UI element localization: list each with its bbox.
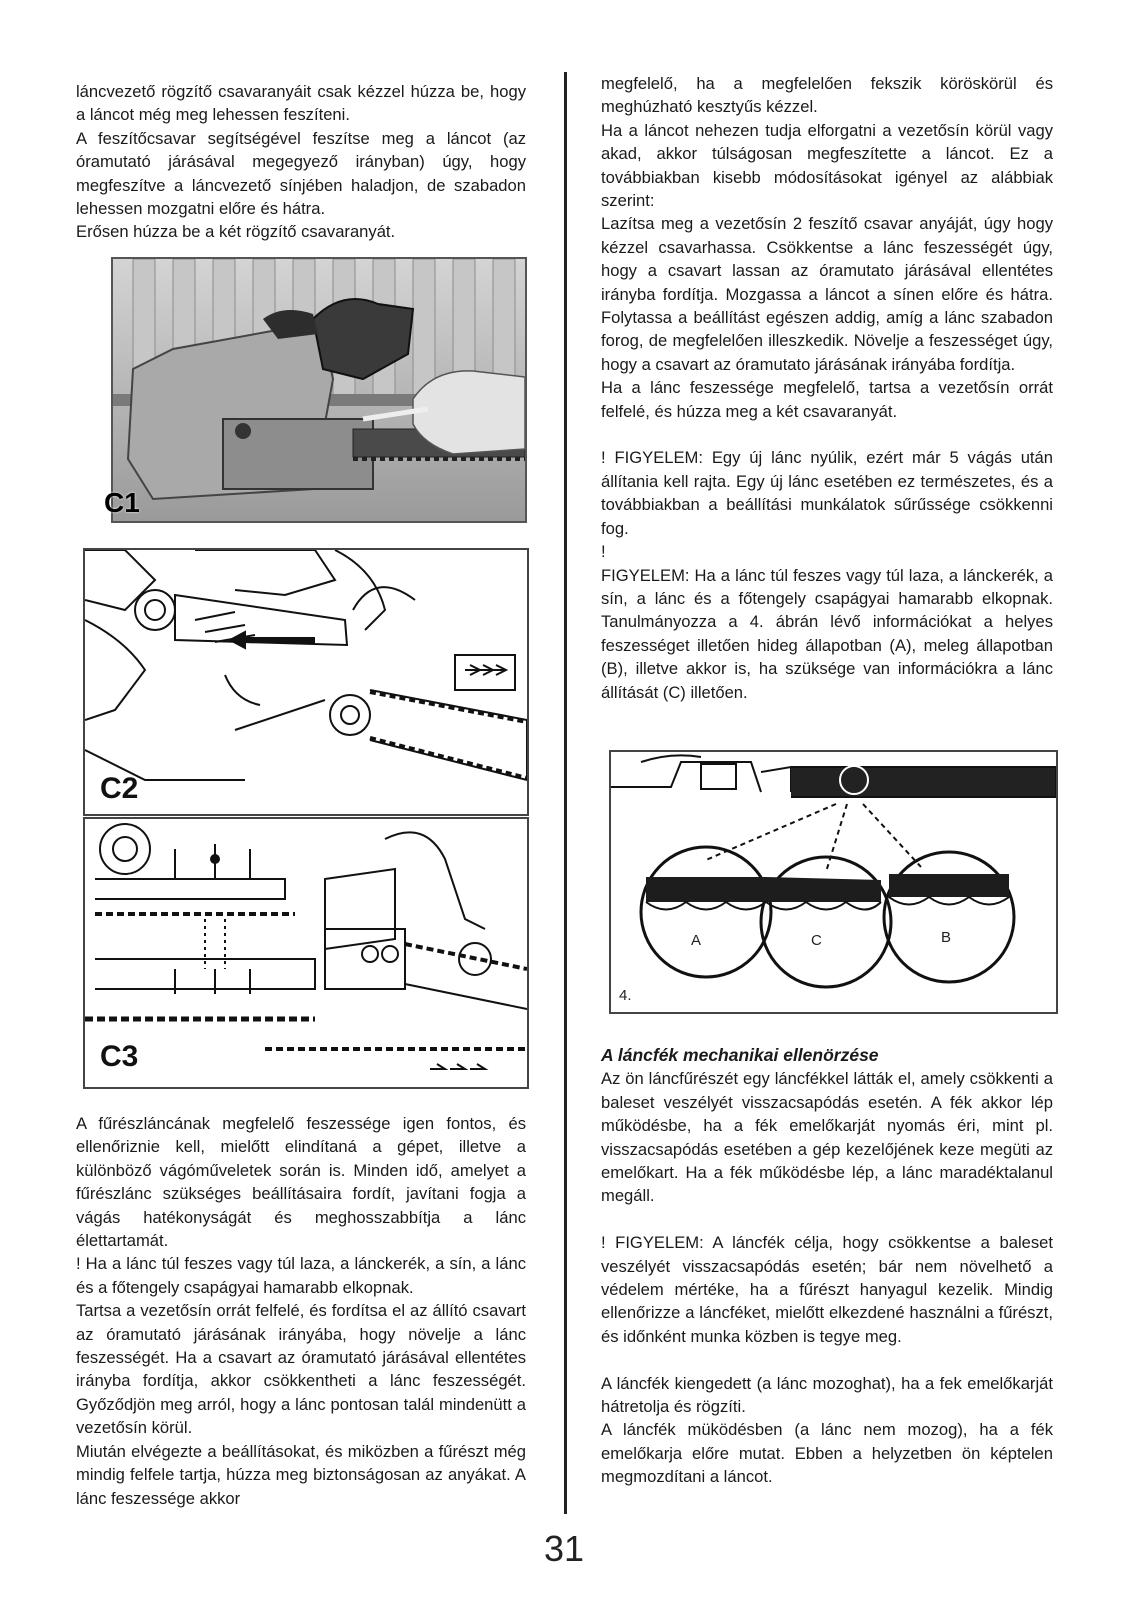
- column-divider: [564, 72, 567, 1514]
- fig4-label-a: A: [691, 932, 702, 949]
- paragraph: megfelelő, ha a megfelelően fekszik köröskörül és meghúzható kesztyűs kézzel.: [601, 74, 1053, 117]
- paragraph: !: [601, 542, 606, 562]
- page-number: 31: [543, 1528, 585, 1569]
- figure-c3-label: C3: [100, 1040, 139, 1073]
- right-column-top-text: [601, 72, 1053, 704]
- paragraph: Miután elvégezte a beállításokat, és miközben a fűrészt még mindig felfele tartja, húzza meg biztonságosan az anyákat. A lánc feszessége akkor: [76, 1441, 526, 1508]
- fig4-label-b: B: [941, 929, 952, 946]
- left-column-bottom-text: [76, 1112, 526, 1510]
- right-column-bottom-text: [601, 1044, 1053, 1489]
- fig4-number: 4.: [619, 987, 632, 1004]
- figure-c1-label: C1: [104, 487, 140, 518]
- warning-paragraph: ! FIGYELEM: A láncfék célja, hogy csökkentse a baleset veszélyét visszacsapódás esetén; bár nem növelhető a védelem mértéke, ha a fűrészt hanyagul kezelik. Mindig ellenőrizze a láncféket, mielőtt elkezdené használni a fűrészt, és időnként munka közben is tegye meg.: [601, 1233, 1053, 1346]
- figure-c2-diagram: [83, 548, 529, 816]
- bar-adjustment-drawing: [85, 550, 527, 814]
- figure-c3-diagram: [83, 817, 529, 1089]
- left-column-top-text: [76, 80, 526, 244]
- spacer: [601, 1208, 1053, 1231]
- paragraph: Ha a láncot nehezen tudja elforgatni a vezetősín körül vagy akad, akkor túlságosan megfeszítette a láncot. Ez a továbbiakban kisebb módosításokat igényel az alábbiak szerint:: [601, 120, 1053, 211]
- paragraph: Az ön láncfűrészét egy láncfékkel látták el, amely csökkenti a baleset veszélyét visszacsapódás esetén. A fék akkor lép működésbe, ha a fék emelőkarját nyomás éri, mint pl. visszacsapódás esetében a gép kezelőjének keze megüti az emelőkart. Ha a fék működésbe lép, a lánc maradéktalanul megáll.: [601, 1069, 1053, 1206]
- fig4-label-c: C: [811, 932, 822, 949]
- section-title: A láncfék mechanikai ellenörzése: [601, 1045, 879, 1065]
- figure-c2-label: C2: [100, 772, 139, 805]
- paragraph: Tartsa a vezetősín orrát felfelé, és fordítsa el az állító csavart az óramutató járásának irányába, hogy növelje a lánc feszességét. Ha a csavart az óramutató járásával ellentétes irányba fordítja, akkor csökkentheti a lánc feszességét. Győződjön meg arról, hogy a lánc pontosan talál mindenütt a vezetősín körül.: [76, 1301, 526, 1438]
- paragraph: Ha a lánc feszessége megfelelő, tartsa a vezetősín orrát felfelé, és húzza meg a két csavaranyát.: [601, 378, 1053, 421]
- paragraph: láncvezető rögzítő csavaranyáit csak kézzel húzza be, hogy a láncot még meg lehessen feszíteni.: [76, 82, 526, 125]
- spacer: [601, 1348, 1053, 1371]
- warning-paragraph: ! FIGYELEM: Egy új lánc nyúlik, ezért már 5 vágás után állítania kell rajta. Egy új lánc esetében ez természetes, és a továbbiakban a beállítási munkálatok sűrűssége csökkenni fog.: [601, 448, 1053, 538]
- paragraph: ! Ha a lánc túl feszes vagy túl laza, a lánckerék, a sín, a lánc és a főtengely csapágyai hamarabb elkopnak.: [76, 1254, 526, 1297]
- chainsaw-photo-illustration: [113, 259, 525, 521]
- paragraph: Lazítsa meg a vezetősín 2 feszítő csavar anyáját, úgy hogy kézzel csavarhassa. Csökkentse a lánc feszességét úgy, hogy a csavart lassan az óramutato járásával ellentétes irányba fordítja. Mozgassa a láncot a sínen előre és hátra. Folytassa a beállítást egészen addig, amíg a lánc szabadon forog, de megfelelően illeszkedik. Növelje a feszességet úgy, hogy a csavart az óramutato járásának irányába fordítja.: [601, 214, 1053, 374]
- paragraph: Erősen húzza be a két rögzítő csavaranyát.: [76, 222, 396, 242]
- paragraph: A feszítőcsavar segítségével feszítse meg a láncot (az óramutató járásával megegyező irányban) úgy, hogy megfeszítve a láncvezető sínjében haladjon, de szabadon lehessen mozgatni előre és hátra.: [76, 128, 526, 219]
- spacer: [601, 423, 1053, 446]
- paragraph: A láncfék kiengedett (a lánc mozoghat), ha a fek emelőkarját hátretolja és rögzíti.: [601, 1373, 1053, 1417]
- chain-tension-drawing: [611, 752, 1056, 1012]
- paragraph: A láncfék müködésben (a lánc nem mozog), ha a fék emelőkarja előre mutat. Ebben a helyzetben ön képtelen megmozdítani a láncot.: [601, 1420, 1053, 1487]
- warning-paragraph: FIGYELEM: Ha a lánc túl feszes vagy túl laza, a lánckerék, a sín, a lánc és a főtengely csapágyai hamarabb elkopnak. Tanulmányozza a 4. ábrán lévő információkat a helyes feszességet illetően hideg állapotban (A), meleg állapotban (B), illetve akkor is, ha szüksége van információkra a lánc állítását (C) illetően.: [601, 565, 1053, 702]
- paragraph: A fűrészláncának megfelelő feszessége igen fontos, és ellenőriznie kell, mielőtt elindítaná a gépet, illetve a különböző vágóműveletek során is. Minden idő, amelyet a fűrészlánc szükséges beállításaira fordít, javítani fogja a vágás hatékonyságát és meghosszabbítja a lánc élettartamát.: [76, 1114, 526, 1251]
- figure-c1-photo: [111, 257, 527, 523]
- figure-4-chain-tension: [609, 750, 1058, 1014]
- chain-adjust-drawing: [85, 819, 527, 1087]
